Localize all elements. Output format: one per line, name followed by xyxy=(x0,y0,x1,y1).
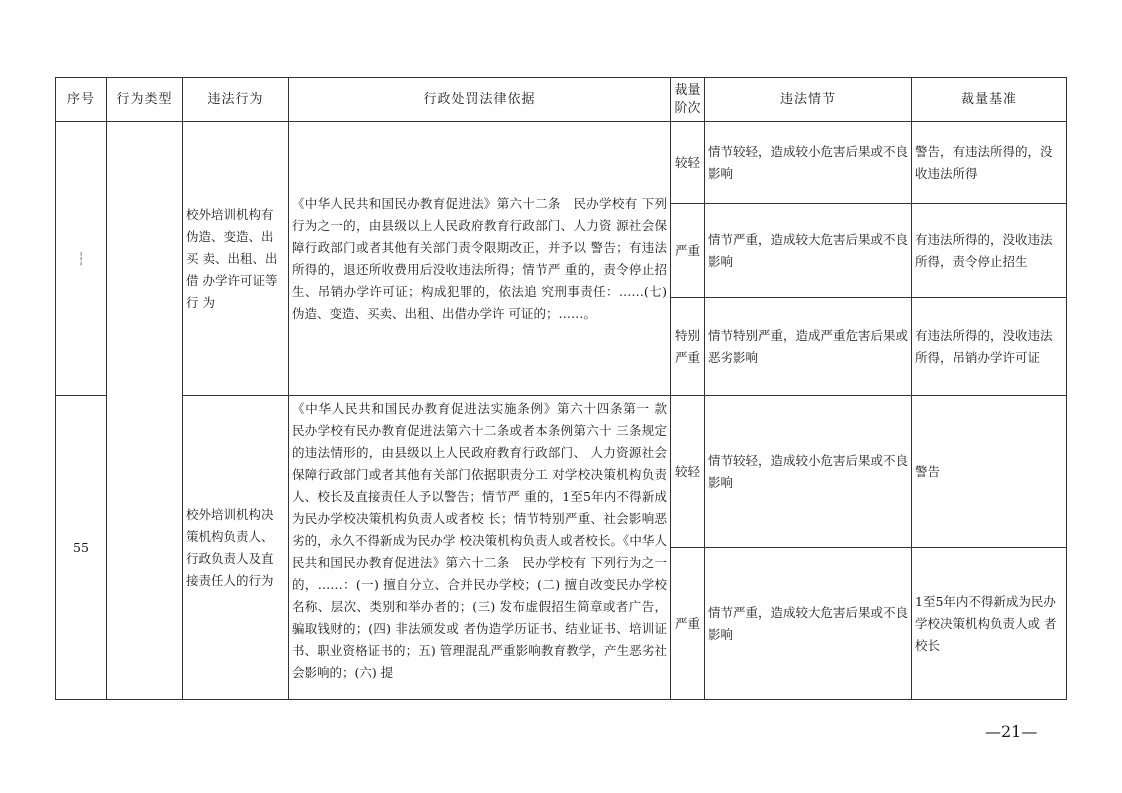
row1-circ-3: 情节特别严重，造成严重危害后果或恶劣影响 xyxy=(705,298,912,396)
row2-circ-1: 情节较轻，造成较小危害后果或不良影响 xyxy=(705,396,912,548)
header-level: 裁量阶次 xyxy=(671,78,705,122)
row2-no: 55 xyxy=(56,396,107,700)
header-type: 行为类型 xyxy=(107,78,183,122)
row2-circ-2: 情节严重，造成较大危害后果或不良影响 xyxy=(705,548,912,700)
page-number: —21— xyxy=(985,722,1038,741)
row2-std-2: 1至5年内不得新成为民办学校决策机构负责人或 者校长 xyxy=(912,548,1067,700)
row1-act: 校外培训机构有 伪造、变造、出买 卖、出租、出借 办学许可证等行 为 xyxy=(183,122,289,396)
row1-level-1: 较轻 xyxy=(671,122,705,204)
row1-no: ┆ xyxy=(56,122,107,396)
header-circ: 违法情节 xyxy=(705,78,912,122)
row1-circ-2: 情节严重，造成较大危害后果或不良影响 xyxy=(705,204,912,298)
header-basis: 行政处罚法律依据 xyxy=(289,78,671,122)
row1-std-2: 有违法所得的，没收违法所得，责令停止招生 xyxy=(912,204,1067,298)
header-no: 序号 xyxy=(56,78,107,122)
behavior-type-cell xyxy=(107,122,183,700)
row2-basis: 《中华人民共和国民办教育促进法实施条例》第六十四条第一 款 民办学校有民办教育促进法第六十二条或者本条例第六十 三条规定的违法情形的，由县级以上人民政府教育行政部门、 人力资源社会保障行政部门或者其他有关部门依据职责分工 对学校决策机构负责人、校长及直接责任人予以警告；情节严 重的，1至5年内不得新成为民办学校决策机构负责人或者校 长；情节特别严重、社会影响恶劣的，永久不得新成为民办学 校决策机构负责人或者校长。《中华人民共和国民办教育促进法》第六十二条 民办学校有 下列行为之一的，……：(一) 擅自分立、合并民办学校；(二) 擅自改变民办学校名称、层次、类别和举办者的；(三) 发布虚假招生简章或者广告，骗取钱财的；(四) 非法颁发或 者伪造学历证书、结业证书、培训证书、职业资格证书的；五) 管理混乱严重影响教育教学，产生恶劣社会影响的；(六) 提 xyxy=(289,396,671,700)
row1-level-2: 严重 xyxy=(671,204,705,298)
table-row xyxy=(56,396,1067,548)
table-row xyxy=(56,122,1067,204)
header-std: 裁量基准 xyxy=(912,78,1067,122)
row2-level-1: 较轻 xyxy=(671,396,705,548)
header-act: 违法行为 xyxy=(183,78,289,122)
row2-std-1: 警告 xyxy=(912,396,1067,548)
row1-basis: 《中华人民共和国民办教育促进法》第六十二条 民办学校有 下列行为之一的，由县级以上人民政府教育行政部门、人力资 源社会保障行政部门或者其他有关部门责令限期改正，并予以 警告；有违法所得的，退还所收费用后没收违法所得；情节严 重的，责令停止招生、吊销办学许可证；构成犯罪的，依法追 究刑事责任：……(七)伪造、变造、买卖、出租、出借办学许 可证的；……。 xyxy=(289,122,671,396)
row1-std-1: 警告，有违法所得的，没收违法所得 xyxy=(912,122,1067,204)
row1-std-3: 有违法所得的，没收违法所得，吊销办学许可证 xyxy=(912,298,1067,396)
row1-level-3: 特别严重 xyxy=(671,298,705,396)
row2-act: 校外培训机构决 策机构负责人、 行政负责人及直 接责任人的行为 xyxy=(183,396,289,700)
header-row xyxy=(56,78,1067,122)
penalty-table xyxy=(55,77,1067,700)
row1-circ-1: 情节较轻，造成较小危害后果或不良影响 xyxy=(705,122,912,204)
row2-level-2: 严重 xyxy=(671,548,705,700)
